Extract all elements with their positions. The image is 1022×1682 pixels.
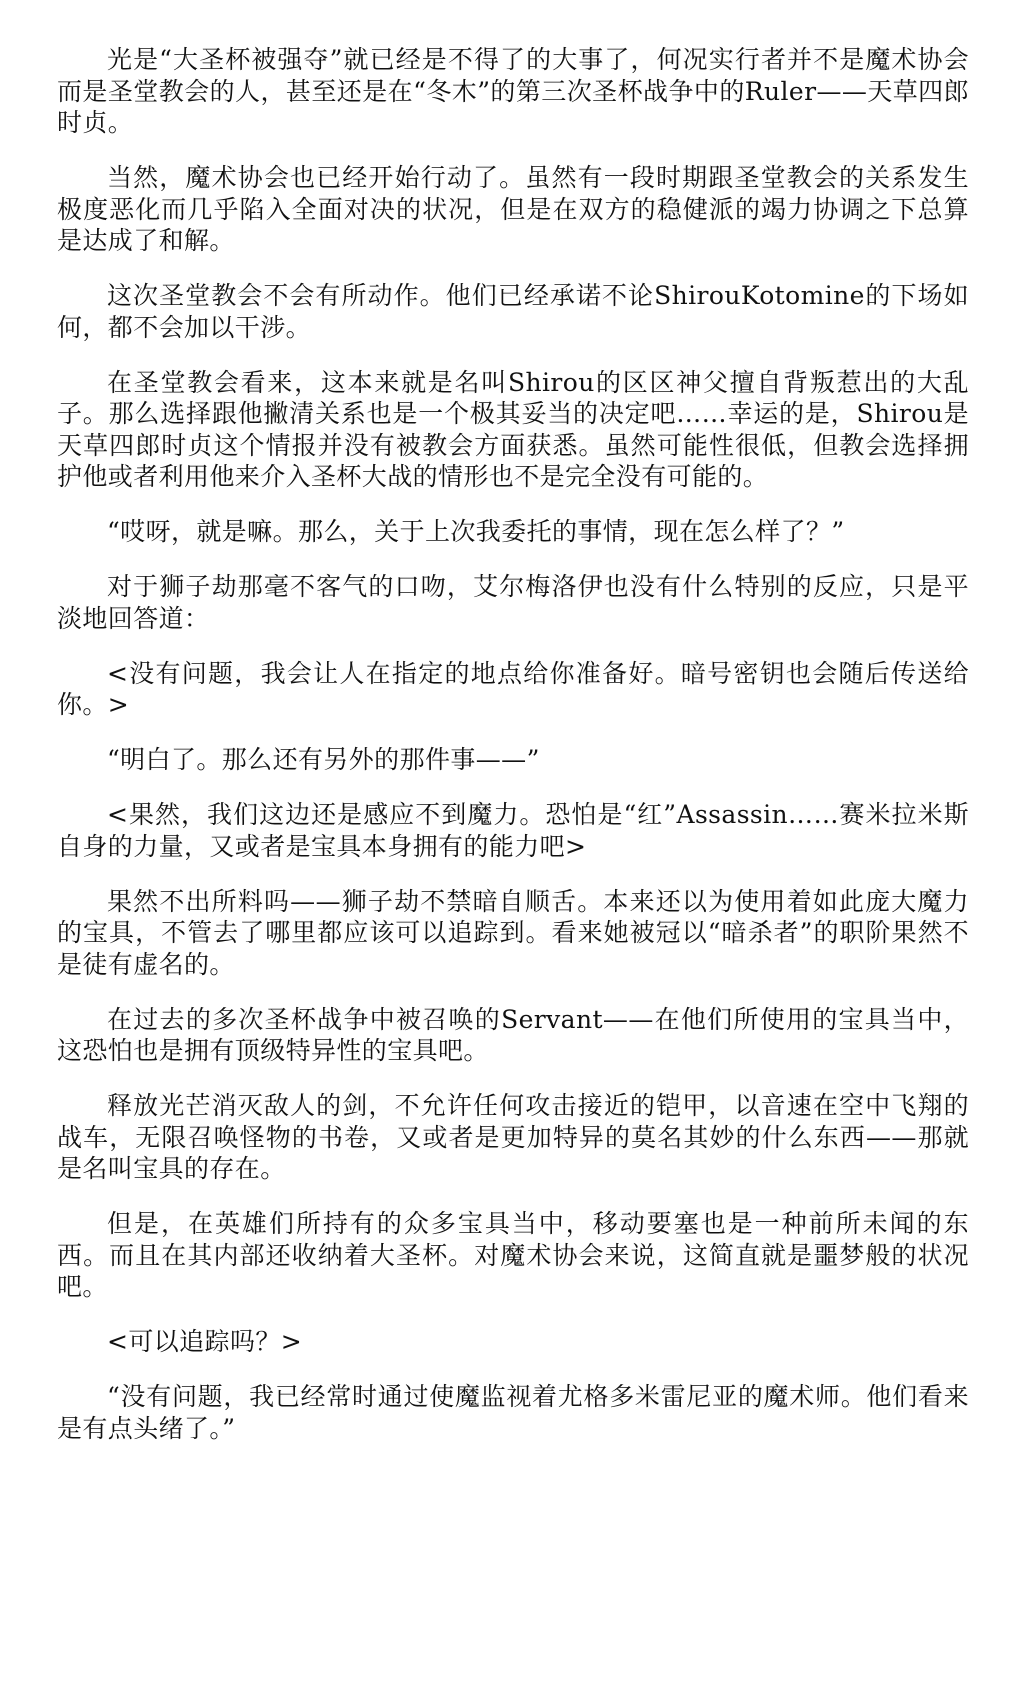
- paragraph-2: 当然，魔术协会也已经开始行动了。虽然有一段时期跟圣堂教会的关系发生极度恶化而几乎陷入全面对决的状况，但是在双方的稳健派的竭力协调之下总算是达成了和解。: [57, 163, 969, 255]
- paragraph-1: 光是“大圣杯被强夺”就已经是不得了的大事了，何况实行者并不是魔术协会而是圣堂教会的人，甚至还是在“冬木”的第三次圣杯战争中的Ruler——天草四郎时贞。: [57, 45, 969, 137]
- paragraph-15: “没有问题，我已经常时通过使魔监视着尤格多米雷尼亚的魔术师。他们看来是有点头绪了。”: [57, 1382, 969, 1443]
- paragraph-9: <果然，我们这边还是感应不到魔力。恐怕是“红”Assassin……赛米拉米斯自身的力量，又或者是宝具本身拥有的能力吧>: [57, 800, 969, 861]
- paragraph-10: 果然不出所料吗——狮子劫不禁暗自顺舌。本来还以为使用着如此庞大魔力的宝具，不管去了哪里都应该可以追踪到。看来她被冠以“暗杀者”的职阶果然不是徒有虚名的。: [57, 886, 969, 979]
- paragraph-11: 在过去的多次圣杯战争中被召唤的Servant——在他们所使用的宝具当中，这恐怕也是拥有顶级特异性的宝具吧。: [57, 1004, 969, 1065]
- paragraph-3: 这次圣堂教会不会有所动作。他们已经承诺不论ShirouKotomine的下场如何，都不会加以干涉。: [57, 281, 969, 342]
- paragraph-6: 对于狮子劫那毫不客气的口吻，艾尔梅洛伊也没有什么特别的反应，只是平淡地回答道：: [57, 572, 969, 633]
- paragraph-12: 释放光芒消灭敌人的剑，不允许任何攻击接近的铠甲，以音速在空中飞翔的战车，无限召唤怪物的书卷，又或者是更加特异的莫名其妙的什么东西——那就是名叫宝具的存在。: [57, 1091, 969, 1183]
- paragraph-14: <可以追踪吗？>: [107, 1327, 303, 1356]
- document-page: [57, 44, 969, 1468]
- paragraph-13: 但是，在英雄们所持有的众多宝具当中，移动要塞也是一种前所未闻的东西。而且在其内部还收纳着大圣杯。对魔术协会来说，这简直就是噩梦般的状况吧。: [57, 1209, 969, 1301]
- paragraph-8: “明白了。那么还有另外的那件事——”: [107, 745, 540, 774]
- paragraph-5: “哎呀，就是嘛。那么，关于上次我委托的事情，现在怎么样了？”: [107, 517, 845, 546]
- paragraph-7: <没有问题，我会让人在指定的地点给你准备好。暗号密钥也会随后传送给你。>: [57, 658, 969, 719]
- paragraph-4: 在圣堂教会看来，这本来就是名叫Shirou的区区神父擅自背叛惹出的大乱子。那么选择跟他撇清关系也是一个极其妥当的决定吧……幸运的是，Shirou是天草四郎时贞这个情报并没有被教会方面获悉。虽然可能性很低，但教会选择拥护他或者利用他来介入圣杯大战的情形也不是完全没有可能的。: [57, 367, 969, 491]
